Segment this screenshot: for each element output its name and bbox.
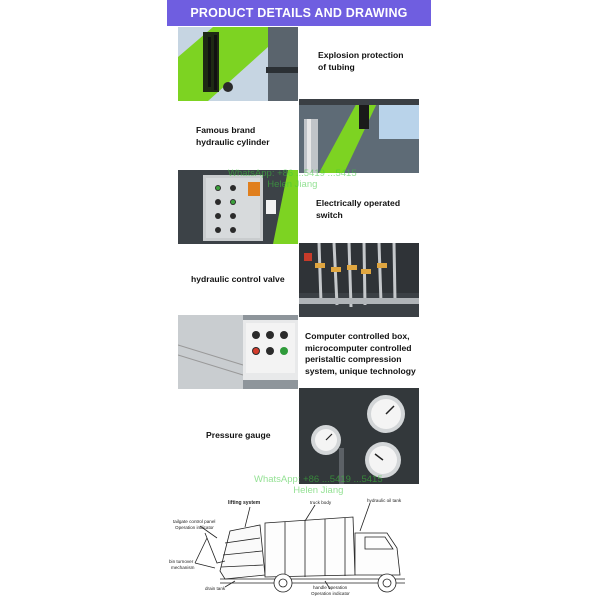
feature-caption-cylinder: Famous brand hydraulic cylinder bbox=[196, 125, 270, 147]
label-truck-body: truck body bbox=[310, 500, 332, 505]
truck-technical-drawing bbox=[165, 493, 430, 600]
feature-caption-switch: Electrically operated switch bbox=[316, 198, 401, 220]
control-valve-photo bbox=[299, 243, 419, 317]
label-operation-indicator: Operation indicator bbox=[175, 525, 214, 530]
label-drain-tank: drain tank bbox=[205, 586, 226, 591]
feature-caption-tubing: Explosion protection of tubing bbox=[318, 50, 404, 72]
watermark: WhatsApp: +86 ...5419 ...5415 Helen Jiang bbox=[254, 474, 383, 496]
watermark: WhatsApp: +86 ...5419 ...5415 Helen Jiang bbox=[228, 168, 357, 190]
label-mechanism: mechanism bbox=[171, 565, 195, 570]
feature-caption-pressure-gauge: Pressure gauge bbox=[206, 430, 271, 440]
label-bin-turnover: bin turnover bbox=[169, 559, 194, 564]
label-tailgate-control-panel: tailgate control panel bbox=[173, 519, 216, 524]
feature-caption-control-valve: hydraulic control valve bbox=[191, 274, 285, 284]
feature-caption-computer-box: Computer controlled box, microcomputer controlled peristaltic compression system, unique technology bbox=[305, 331, 416, 376]
tubing-photo bbox=[178, 27, 298, 101]
computer-box-photo bbox=[178, 315, 298, 389]
page-title: PRODUCT DETAILS AND DRAWING bbox=[167, 0, 431, 26]
label-hydraulic-oil-tank: hydraulic oil tank bbox=[367, 498, 402, 503]
label-lifting-system: lifting system bbox=[228, 500, 261, 506]
label-operation-indicator-2: Operation indicator bbox=[311, 591, 350, 596]
label-handle-operation: handle operation bbox=[313, 585, 348, 590]
pressure-gauge-photo bbox=[299, 388, 419, 484]
hydraulic-cylinder-photo bbox=[299, 99, 419, 173]
